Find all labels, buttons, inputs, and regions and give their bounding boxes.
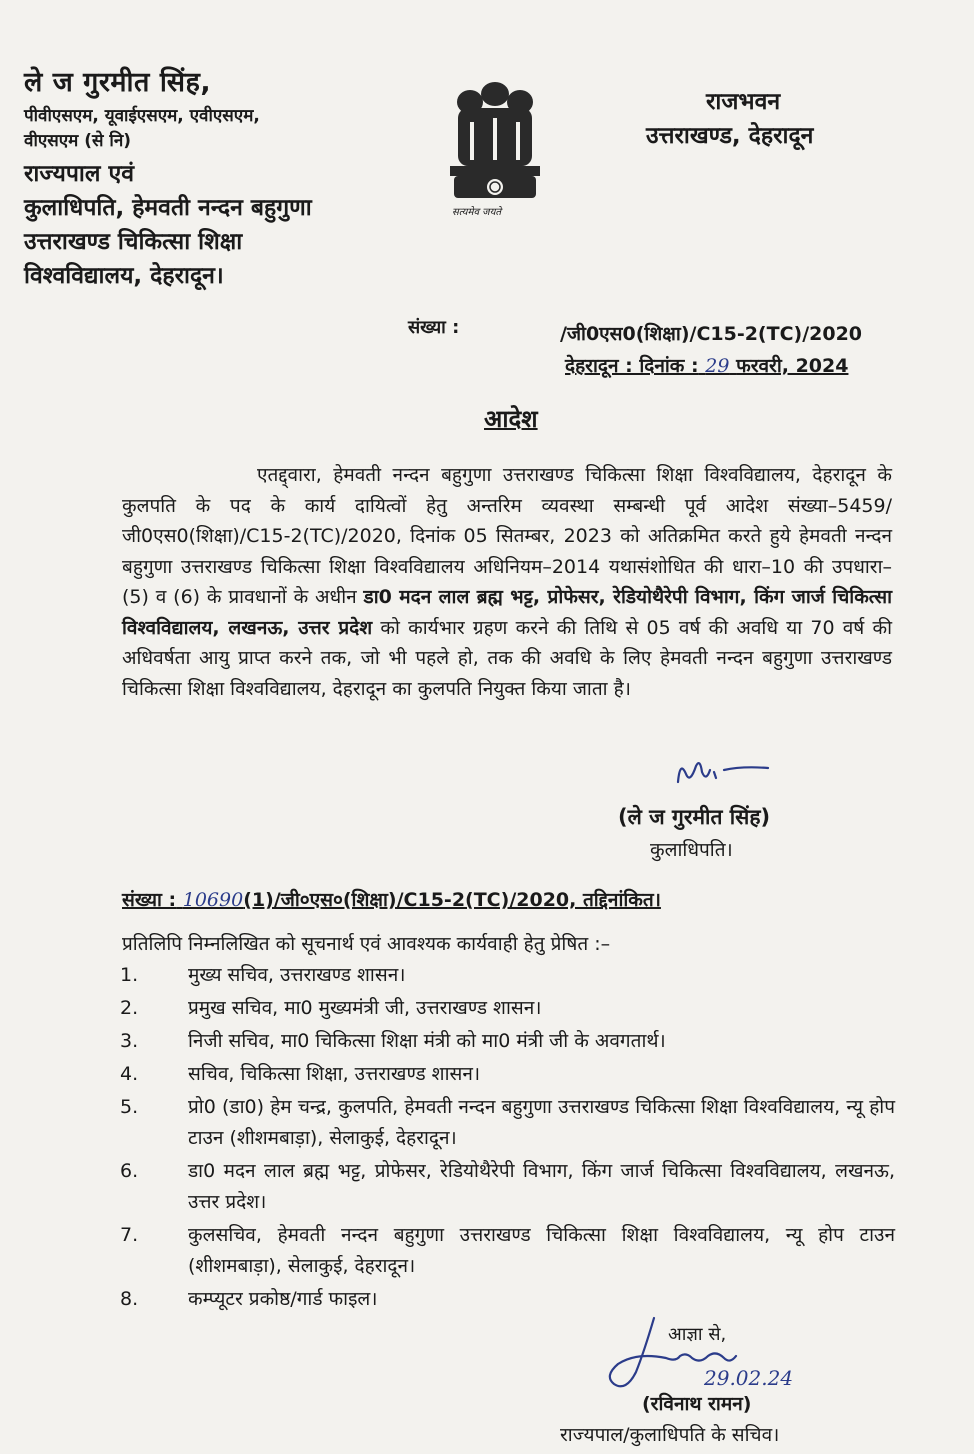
signature-date: 29.02.24 — [704, 1366, 794, 1390]
list-item-number: 3. — [120, 1030, 139, 1052]
list-item — [120, 993, 895, 1024]
order-text-end: को कार्यभार ग्रहण करने की तिथि से 05 वर्ष की अवधि या 70 वर्ष की अधिवर्षता आयु प्राप्त करने तक, जो भी पहले हो, तक की अवधि के लिए हेमवती नन्दन बहुगुणा उत्तराखण्ड चिकित्सा शिक्षा विश्वविद्यालय, देहरादून का कुलपति नियुक्त किया जाता है। — [122, 616, 892, 700]
list-item-number: 7. — [120, 1224, 139, 1246]
title-line-1: राज्यपाल एवं — [24, 161, 134, 187]
reference-label: संख्या : — [408, 317, 460, 338]
governor-decorations — [24, 104, 260, 154]
reference-number: /जी0एस0(शिक्षा)/C15-2(TC)/2020 — [560, 323, 863, 345]
order-heading: आदेश — [484, 405, 538, 433]
decorations-line-1: पीवीएसएम, यूवाईएसएम, एवीएसएम, — [24, 106, 260, 126]
national-emblem-icon — [440, 72, 550, 222]
secretary-name: (रविनाथ रामन) — [642, 1393, 752, 1415]
copy-reference — [122, 886, 661, 912]
chancellor-signature — [672, 752, 772, 792]
order-body — [122, 460, 892, 704]
copy-intro: प्रतिलिपि निम्नलिखित को सूचनार्थ एवं आवश्यक कार्यवाही हेतु प्रेषित :– — [122, 933, 611, 955]
list-item — [120, 1059, 895, 1090]
order-text-start: एतद्द्वारा, हेमवती नन्दन बहुगुणा उत्तराखण्ड चिकित्सा शिक्षा विश्वविद्यालय, देहरादून के कुलपति के पद के कार्य दायित्वों हेतु अन्तरिम व्यवस्था सम्बन्धी पूर्व आदेश संख्या–5459/जी0एस0(शिक्षा)/C15-2(TC)/2020, दिनांक 05 सितम्बर, 2023 को अतिक्रमित करते हुये हेमवती नन्दन बहुगुणा उत्तराखण्ड चिकित्सा शिक्षा विश्वविद्यालय अधिनियम–2014 यथासंशोधित की धारा–10 की उपधारा–(5) व (6) के प्रावधानों के अधीन — [122, 464, 892, 608]
list-item-number: 5. — [120, 1096, 139, 1118]
list-item — [120, 1156, 895, 1218]
list-item — [120, 1026, 895, 1057]
distribution-list — [120, 960, 895, 1317]
office-name: राजभवन — [706, 89, 781, 115]
list-item-number: 1. — [120, 964, 139, 986]
title-line-4: विश्वविद्यालय, देहरादून। — [24, 263, 224, 289]
governor-title — [24, 157, 312, 293]
copy-number-rest: (1)/जी०एस०(शिक्षा)/C15-2(TC)/2020, तद्दिनांकित। — [243, 889, 661, 911]
reference-date — [565, 352, 848, 378]
list-item — [120, 1220, 895, 1282]
date-prefix: देहरादून : दिनांक : — [565, 355, 699, 377]
governor-name: ले ज गुरमीत सिंह, — [24, 67, 212, 98]
emblem-motto: सत्यमेव जयते — [452, 207, 502, 218]
decorations-line-2: वीएसएम (से नि) — [24, 131, 132, 151]
list-item-text: कुलसचिव, हेमवती नन्दन बहुगुणा उत्तराखण्ड चिकित्सा शिक्षा विश्वविद्यालय, न्यू होप टाउन (शीशमबाड़ा), सेलाकुई, देहरादून। — [188, 1224, 895, 1277]
list-item-text: मुख्य सचिव, उत्तराखण्ड शासन। — [188, 964, 406, 986]
list-item-number: 6. — [120, 1160, 139, 1182]
secretary-designation: राज्यपाल/कुलाधिपति के सचिव। — [560, 1424, 780, 1446]
copy-label: संख्या : — [122, 889, 177, 911]
list-item-text: प्रो0 (डा0) हेम चन्द्र, कुलपति, हेमवती नन्दन बहुगुणा उत्तराखण्ड चिकित्सा शिक्षा विश्वविद्यालय, न्यू होप टाउन (शीशमबाड़ा), सेलाकुई, देहरादून। — [188, 1096, 895, 1149]
office-location: उत्तराखण्ड, देहरादून — [646, 123, 814, 149]
list-item-text: कम्प्यूटर प्रकोष्ठ/गार्ड फाइल। — [188, 1288, 378, 1310]
list-item — [120, 960, 895, 991]
list-item-text: सचिव, चिकित्सा शिक्षा, उत्तराखण्ड शासन। — [188, 1063, 481, 1085]
list-item-text: निजी सचिव, मा0 चिकित्सा शिक्षा मंत्री को मा0 मंत्री जी के अवगतार्थ। — [188, 1030, 666, 1052]
title-line-3: उत्तराखण्ड चिकित्सा शिक्षा — [24, 229, 243, 255]
list-item-text: डा0 मदन लाल ब्रह्म भट्ट, प्रोफेसर, रेडियोथैरेपी विभाग, किंग जार्ज चिकित्सा विश्वविद्यालय, लखनऊ, उत्तर प्रदेश। — [188, 1160, 895, 1213]
appointee-details: डा0 मदन लाल ब्रह्म भट्ट, प्रोफेसर, रेडियोथैरेपी विभाग, किंग जार्ज चिकित्सा विश्वविद्यालय, लखनऊ, उत्तर प्रदेश — [122, 586, 892, 639]
date-day-handwritten: 29 — [705, 355, 730, 377]
chancellor-name: (ले ज गुरमीत सिंह) — [618, 805, 771, 829]
by-order-label: आज्ञा से, — [668, 1324, 727, 1345]
list-item-number: 8. — [120, 1288, 139, 1310]
chancellor-designation: कुलाधिपति। — [650, 839, 733, 861]
list-item-number: 2. — [120, 997, 139, 1019]
list-item — [120, 1092, 895, 1154]
title-line-2: कुलाधिपति, हेमवती नन्दन बहुगुणा — [24, 195, 312, 221]
list-item — [120, 1284, 895, 1315]
copy-number-handwritten: 10690 — [182, 889, 244, 911]
list-item-text: प्रमुख सचिव, मा0 मुख्यमंत्री जी, उत्तराखण्ड शासन। — [188, 997, 542, 1019]
list-item-number: 4. — [120, 1063, 139, 1085]
date-rest: फरवरी, 2024 — [736, 355, 849, 377]
